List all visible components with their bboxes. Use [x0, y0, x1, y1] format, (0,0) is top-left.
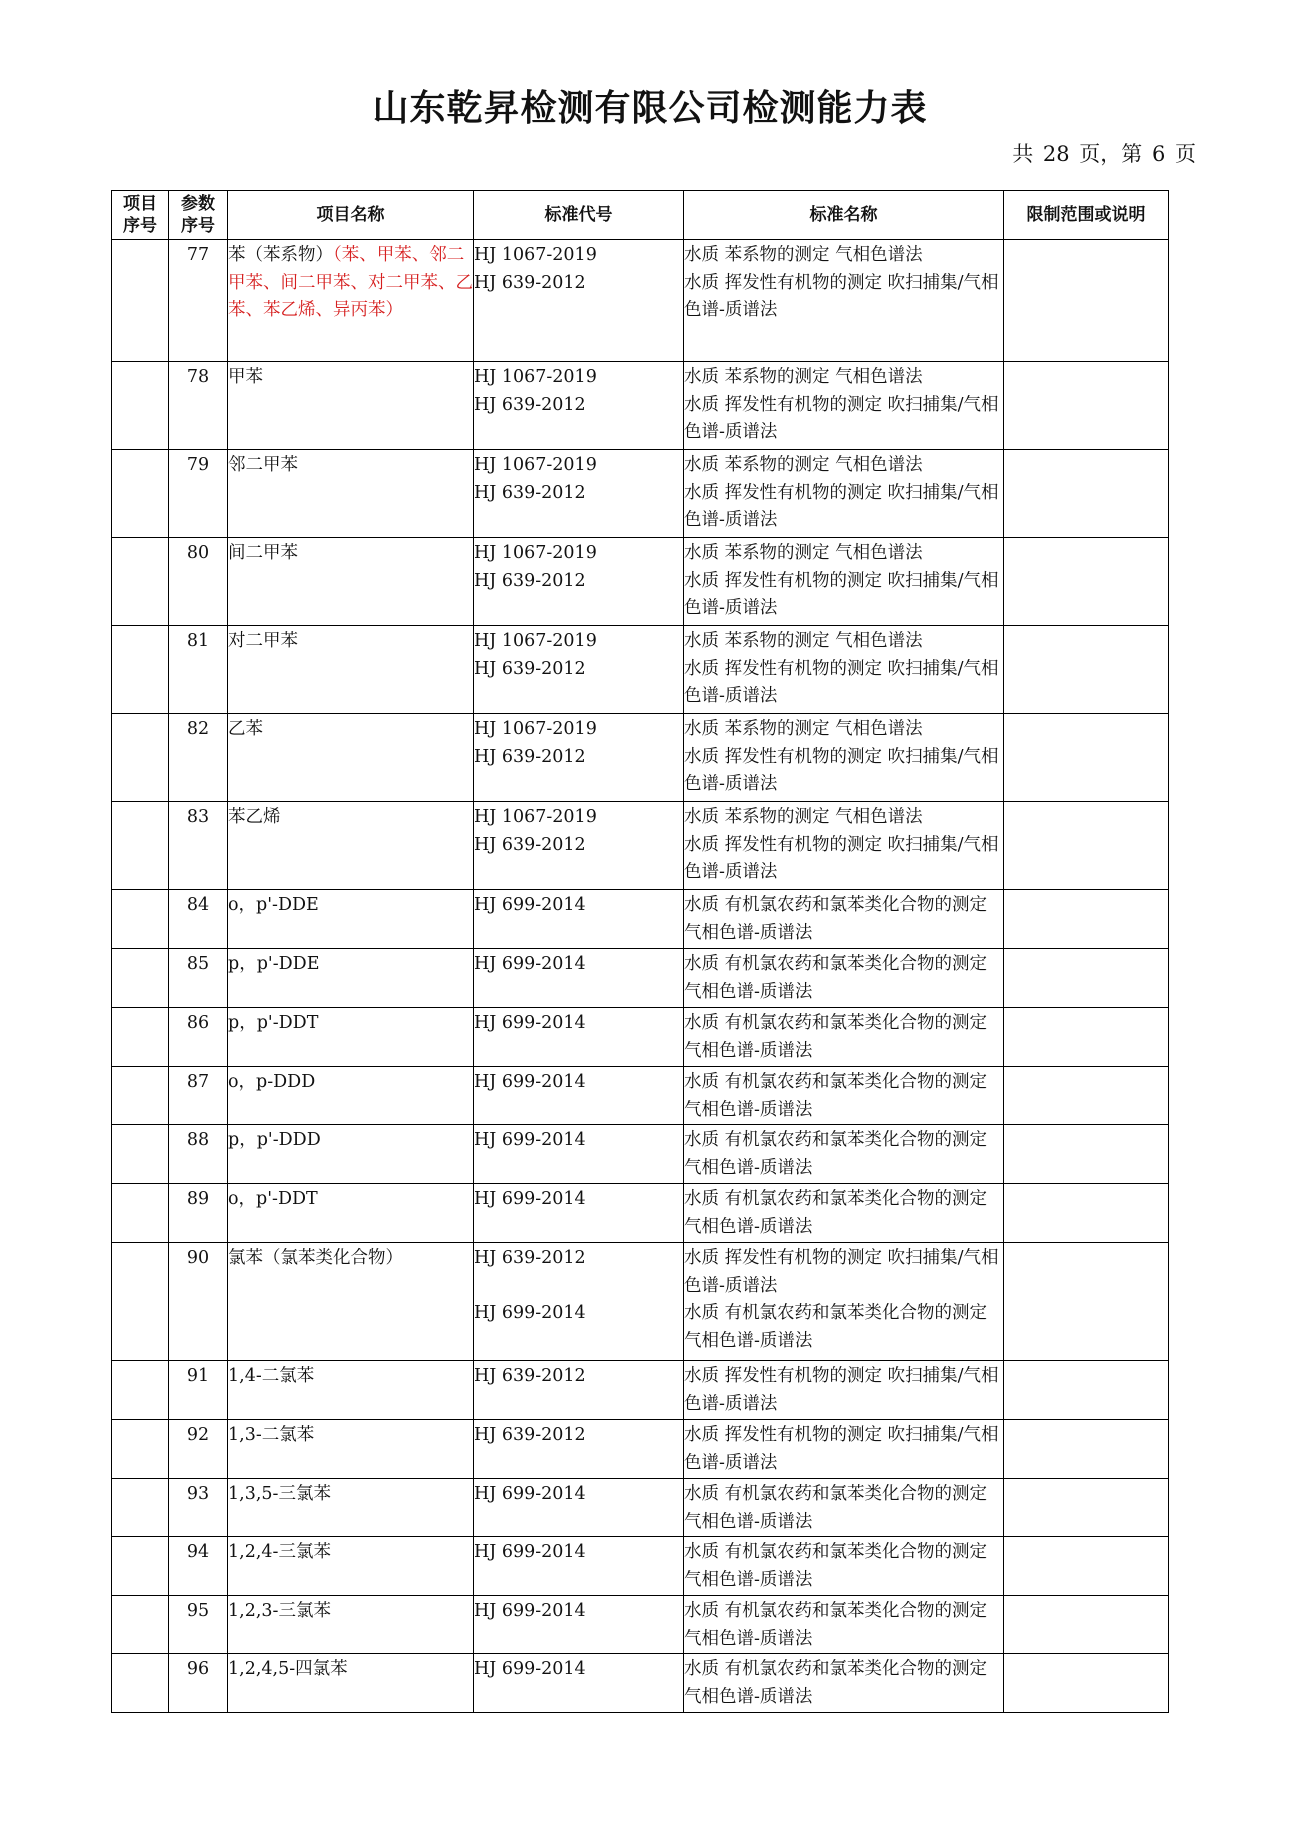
standard-name-cell: 水质 苯系物的测定 气相色谱法 水质 挥发性有机物的测定 吹扫捕集/气相色谱-质谱法 [684, 714, 1004, 802]
header-param-no: 参数 序号 [169, 191, 228, 240]
table-row [112, 1184, 1169, 1243]
param-no-cell: 84 [169, 890, 228, 949]
project-no-cell [112, 714, 169, 802]
item-name: 1,2,4-三氯苯 [228, 1542, 331, 1562]
table-row [112, 802, 1169, 890]
standard-name-cell: 水质 挥发性有机物的测定 吹扫捕集/气相色谱-质谱法 [684, 1361, 1004, 1420]
param-no-cell: 93 [169, 1479, 228, 1537]
table-row [112, 1361, 1169, 1420]
item-name-cell [228, 949, 474, 1008]
item-name-cell [228, 538, 474, 626]
param-no-cell: 96 [169, 1654, 228, 1713]
param-no-cell: 83 [169, 802, 228, 890]
standard-code-cell: HJ 1067-2019 HJ 639-2012 [474, 450, 684, 538]
item-name-cell [228, 802, 474, 890]
limit-range-cell [1004, 1125, 1169, 1184]
param-no-cell: 90 [169, 1243, 228, 1361]
item-name: 对二甲苯 [228, 631, 298, 651]
header-item-name: 项目名称 [228, 191, 474, 240]
standard-name-cell: 水质 有机氯农药和氯苯类化合物的测定 气相色谱-质谱法 [684, 1654, 1004, 1713]
standard-name-cell: 水质 苯系物的测定 气相色谱法 水质 挥发性有机物的测定 吹扫捕集/气相色谱-质谱法 [684, 538, 1004, 626]
limit-range-cell [1004, 890, 1169, 949]
standard-code-cell: HJ 1067-2019 HJ 639-2012 [474, 240, 684, 362]
param-no-cell: 95 [169, 1596, 228, 1654]
project-no-cell [112, 626, 169, 714]
standard-name-cell: 水质 挥发性有机物的测定 吹扫捕集/气相色谱-质谱法 [684, 1420, 1004, 1479]
standard-name-cell: 水质 有机氯农药和氯苯类化合物的测定 气相色谱-质谱法 [684, 1125, 1004, 1184]
limit-range-cell [1004, 1596, 1169, 1654]
item-name: p，p'-DDE [228, 954, 320, 974]
item-name-cell [228, 1243, 474, 1361]
item-name: o，p'-DDT [228, 1189, 318, 1209]
standard-code-cell: HJ 1067-2019 HJ 639-2012 [474, 538, 684, 626]
table-row [112, 1125, 1169, 1184]
limit-range-cell [1004, 1067, 1169, 1125]
standard-name-cell: 水质 有机氯农药和氯苯类化合物的测定 气相色谱-质谱法 [684, 1479, 1004, 1537]
table-row [112, 538, 1169, 626]
standard-name-cell: 水质 苯系物的测定 气相色谱法 水质 挥发性有机物的测定 吹扫捕集/气相色谱-质谱法 [684, 362, 1004, 450]
standard-name-cell: 水质 挥发性有机物的测定 吹扫捕集/气相色谱-质谱法 水质 有机氯农药和氯苯类化合物的测定 气相色谱-质谱法 [684, 1243, 1004, 1361]
standard-code-cell: HJ 1067-2019 HJ 639-2012 [474, 802, 684, 890]
item-name-cell [228, 626, 474, 714]
table-row [112, 949, 1169, 1008]
param-no-cell: 87 [169, 1067, 228, 1125]
standard-code-cell: HJ 699-2014 [474, 1125, 684, 1184]
standard-code-cell: HJ 699-2014 [474, 1596, 684, 1654]
standard-name-cell: 水质 苯系物的测定 气相色谱法 水质 挥发性有机物的测定 吹扫捕集/气相色谱-质谱法 [684, 626, 1004, 714]
limit-range-cell [1004, 362, 1169, 450]
table-row [112, 362, 1169, 450]
item-name: 甲苯 [228, 367, 263, 387]
param-no-cell: 94 [169, 1537, 228, 1596]
standard-code-cell: HJ 699-2014 [474, 1184, 684, 1243]
project-no-cell [112, 1067, 169, 1125]
item-name-cell [228, 1654, 474, 1713]
project-no-cell [112, 362, 169, 450]
header-limit-range: 限制范围或说明 [1004, 191, 1169, 240]
limit-range-cell [1004, 450, 1169, 538]
table-row [112, 240, 1169, 362]
item-name-cell [228, 362, 474, 450]
table-row [112, 1654, 1169, 1713]
item-name: 1,2,3-三氯苯 [228, 1601, 331, 1621]
table-row [112, 890, 1169, 949]
project-no-cell [112, 1125, 169, 1184]
project-no-cell [112, 538, 169, 626]
item-name: 邻二甲苯 [228, 455, 298, 475]
project-no-cell [112, 1184, 169, 1243]
header-project-no: 项目 序号 [112, 191, 169, 240]
standard-name-cell: 水质 有机氯农药和氯苯类化合物的测定 气相色谱-质谱法 [684, 1184, 1004, 1243]
param-no-cell: 79 [169, 450, 228, 538]
item-name: 苯乙烯 [228, 807, 281, 827]
item-name-subitems: （苯、甲苯、邻二甲苯、间二甲苯、对二甲苯、乙苯、苯乙烯、异丙苯） [228, 245, 473, 320]
project-no-cell [112, 1420, 169, 1479]
standard-name-cell: 水质 有机氯农药和氯苯类化合物的测定 气相色谱-质谱法 [684, 1537, 1004, 1596]
item-name-cell [228, 240, 474, 362]
table-row [112, 1008, 1169, 1067]
table-row [112, 626, 1169, 714]
item-name-cell [228, 890, 474, 949]
item-name: 氯苯（氯苯类化合物） [228, 1248, 403, 1268]
standard-code-cell: HJ 699-2014 [474, 890, 684, 949]
standard-code-cell: HJ 1067-2019 HJ 639-2012 [474, 626, 684, 714]
standard-name-cell: 水质 有机氯农药和氯苯类化合物的测定 气相色谱-质谱法 [684, 1067, 1004, 1125]
limit-range-cell [1004, 1420, 1169, 1479]
item-name-cell [228, 1008, 474, 1067]
item-name-cell [228, 1479, 474, 1537]
item-name: 间二甲苯 [228, 543, 298, 563]
standard-name-cell: 水质 苯系物的测定 气相色谱法 水质 挥发性有机物的测定 吹扫捕集/气相色谱-质谱法 [684, 802, 1004, 890]
table-header-row [112, 191, 1169, 240]
item-name-cell [228, 1596, 474, 1654]
table-row [112, 450, 1169, 538]
limit-range-cell [1004, 1479, 1169, 1537]
standard-name-cell: 水质 有机氯农药和氯苯类化合物的测定 气相色谱-质谱法 [684, 890, 1004, 949]
table-row [112, 1596, 1169, 1654]
limit-range-cell [1004, 949, 1169, 1008]
standard-name-cell: 水质 有机氯农药和氯苯类化合物的测定 气相色谱-质谱法 [684, 1596, 1004, 1654]
item-name-cell [228, 450, 474, 538]
standard-code-cell: HJ 639-2012 [474, 1420, 684, 1479]
standard-name-cell: 水质 苯系物的测定 气相色谱法 水质 挥发性有机物的测定 吹扫捕集/气相色谱-质谱法 [684, 450, 1004, 538]
table-row [112, 1243, 1169, 1361]
limit-range-cell [1004, 1243, 1169, 1361]
item-name-cell [228, 1420, 474, 1479]
standard-code-cell: HJ 639-2012 [474, 1361, 684, 1420]
item-name: 苯（苯系物） [228, 245, 333, 265]
item-name: o，p'-DDE [228, 895, 319, 915]
table-row [112, 1537, 1169, 1596]
param-no-cell: 77 [169, 240, 228, 362]
page-counter: 共 28 页，第 6 页 [1012, 142, 1196, 166]
item-name-cell [228, 714, 474, 802]
item-name: 1,3,5-三氯苯 [228, 1484, 331, 1504]
project-no-cell [112, 1596, 169, 1654]
limit-range-cell [1004, 1361, 1169, 1420]
item-name: p，p'-DDT [228, 1013, 319, 1033]
project-no-cell [112, 949, 169, 1008]
project-no-cell [112, 1361, 169, 1420]
capability-table [111, 190, 1169, 1713]
project-no-cell [112, 1479, 169, 1537]
item-name: p，p'-DDD [228, 1130, 321, 1150]
limit-range-cell [1004, 714, 1169, 802]
limit-range-cell [1004, 626, 1169, 714]
item-name: 1,2,4,5-四氯苯 [228, 1659, 348, 1679]
item-name: 乙苯 [228, 719, 263, 739]
param-no-cell: 91 [169, 1361, 228, 1420]
item-name-cell [228, 1184, 474, 1243]
param-no-cell: 80 [169, 538, 228, 626]
limit-range-cell [1004, 1184, 1169, 1243]
project-no-cell [112, 450, 169, 538]
project-no-cell [112, 1654, 169, 1713]
project-no-cell [112, 1537, 169, 1596]
standard-name-cell: 水质 苯系物的测定 气相色谱法 水质 挥发性有机物的测定 吹扫捕集/气相色谱-质谱法 [684, 240, 1004, 362]
table-row [112, 1479, 1169, 1537]
standard-code-cell: HJ 699-2014 [474, 1537, 684, 1596]
standard-code-cell: HJ 699-2014 [474, 949, 684, 1008]
standard-code-cell: HJ 1067-2019 HJ 639-2012 [474, 714, 684, 802]
limit-range-cell [1004, 802, 1169, 890]
table-row [112, 714, 1169, 802]
project-no-cell [112, 240, 169, 362]
standard-code-cell: HJ 699-2014 [474, 1479, 684, 1537]
standard-name-cell: 水质 有机氯农药和氯苯类化合物的测定 气相色谱-质谱法 [684, 949, 1004, 1008]
project-no-cell [112, 1243, 169, 1361]
param-no-cell: 86 [169, 1008, 228, 1067]
item-name-cell [228, 1125, 474, 1184]
item-name-cell [228, 1537, 474, 1596]
param-no-cell: 88 [169, 1125, 228, 1184]
param-no-cell: 92 [169, 1420, 228, 1479]
project-no-cell [112, 802, 169, 890]
standard-name-cell: 水质 有机氯农药和氯苯类化合物的测定 气相色谱-质谱法 [684, 1008, 1004, 1067]
standard-code-cell: HJ 699-2014 [474, 1067, 684, 1125]
item-name: 1,4-二氯苯 [228, 1366, 315, 1386]
param-no-cell: 89 [169, 1184, 228, 1243]
standard-code-cell: HJ 1067-2019 HJ 639-2012 [474, 362, 684, 450]
standard-code-cell: HJ 639-2012 HJ 699-2014 [474, 1243, 684, 1361]
param-no-cell: 82 [169, 714, 228, 802]
item-name-cell [228, 1361, 474, 1420]
project-no-cell [112, 890, 169, 949]
param-no-cell: 85 [169, 949, 228, 1008]
table-row [112, 1420, 1169, 1479]
table-row [112, 1067, 1169, 1125]
param-no-cell: 78 [169, 362, 228, 450]
limit-range-cell [1004, 1008, 1169, 1067]
limit-range-cell [1004, 1537, 1169, 1596]
standard-code-cell: HJ 699-2014 [474, 1654, 684, 1713]
param-no-cell: 81 [169, 626, 228, 714]
standard-code-cell: HJ 699-2014 [474, 1008, 684, 1067]
item-name: o，p-DDD [228, 1072, 316, 1092]
limit-range-cell [1004, 1654, 1169, 1713]
project-no-cell [112, 1008, 169, 1067]
limit-range-cell [1004, 240, 1169, 362]
header-standard-code: 标准代号 [474, 191, 684, 240]
item-name: 1,3-二氯苯 [228, 1425, 315, 1445]
document-title: 山东乾昇检测有限公司检测能力表 [372, 88, 928, 129]
item-name-cell [228, 1067, 474, 1125]
limit-range-cell [1004, 538, 1169, 626]
header-standard-name: 标准名称 [684, 191, 1004, 240]
